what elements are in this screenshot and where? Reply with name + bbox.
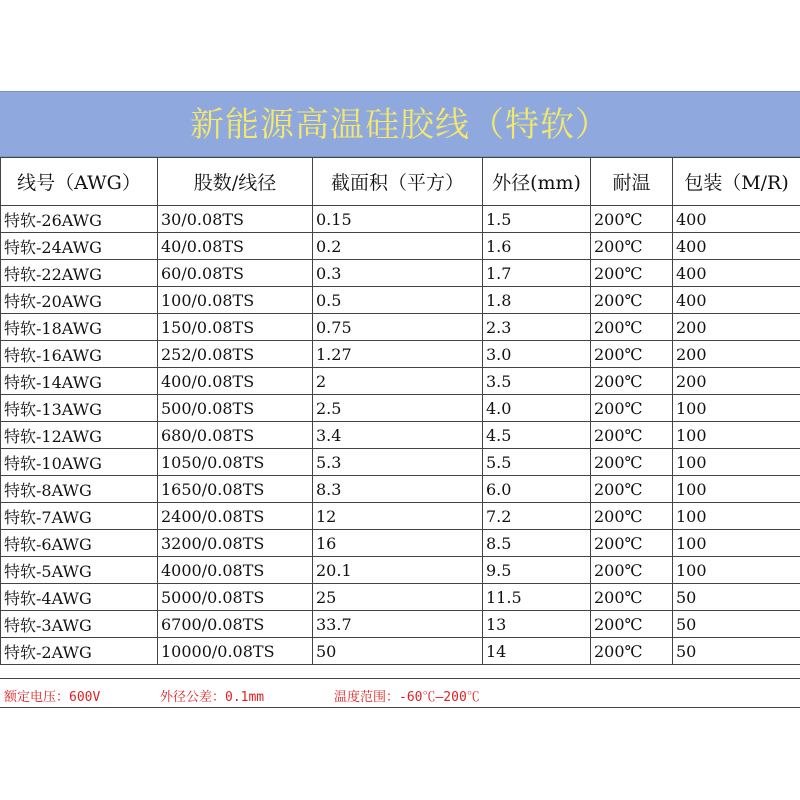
table-body <box>1 206 800 665</box>
cross-section-cell: 50 <box>313 638 483 665</box>
strand-cell: 1050/0.08TS <box>158 449 313 476</box>
package-cell: 100 <box>673 422 800 449</box>
table-row <box>1 287 800 314</box>
package-cell: 100 <box>673 449 800 476</box>
awg-cell: 特软-13AWG <box>1 395 158 422</box>
cross-section-cell: 25 <box>313 584 483 611</box>
rated-voltage-note: 额定电压：600V <box>4 690 101 705</box>
strand-cell: 2400/0.08TS <box>158 503 313 530</box>
cross-section-cell: 8.3 <box>313 476 483 503</box>
table-row <box>1 530 800 557</box>
cross-section-cell: 2.5 <box>313 395 483 422</box>
column-header: 截面积（平方） <box>313 158 483 206</box>
temperature-cell: 200℃ <box>591 503 673 530</box>
table-row <box>1 395 800 422</box>
cross-section-cell: 1.27 <box>313 341 483 368</box>
awg-cell: 特软-6AWG <box>1 530 158 557</box>
outer-diameter-cell: 13 <box>483 611 591 638</box>
package-cell: 200 <box>673 314 800 341</box>
strand-cell: 40/0.08TS <box>158 233 313 260</box>
temperature-cell: 200℃ <box>591 233 673 260</box>
cross-section-cell: 3.4 <box>313 422 483 449</box>
strand-cell: 100/0.08TS <box>158 287 313 314</box>
column-header: 包装（M/R) <box>673 158 800 206</box>
strand-cell: 60/0.08TS <box>158 260 313 287</box>
table-row <box>1 476 800 503</box>
package-cell: 50 <box>673 611 800 638</box>
package-cell: 400 <box>673 233 800 260</box>
outer-diameter-cell: 4.0 <box>483 395 591 422</box>
awg-cell: 特软-14AWG <box>1 368 158 395</box>
cross-section-cell: 2 <box>313 368 483 395</box>
cross-section-cell: 20.1 <box>313 557 483 584</box>
title-bar <box>0 91 800 157</box>
package-cell: 50 <box>673 584 800 611</box>
temperature-cell: 200℃ <box>591 611 673 638</box>
package-cell: 100 <box>673 530 800 557</box>
table-row <box>1 611 800 638</box>
awg-cell: 特软-22AWG <box>1 260 158 287</box>
outer-diameter-cell: 9.5 <box>483 557 591 584</box>
diameter-tolerance-note: 外径公差：0.1mm <box>160 690 265 705</box>
temperature-cell: 200℃ <box>591 260 673 287</box>
package-cell: 400 <box>673 260 800 287</box>
strand-cell: 10000/0.08TS <box>158 638 313 665</box>
strand-cell: 1650/0.08TS <box>158 476 313 503</box>
package-cell: 200 <box>673 341 800 368</box>
outer-diameter-cell: 4.5 <box>483 422 591 449</box>
awg-cell: 特软-20AWG <box>1 287 158 314</box>
temperature-cell: 200℃ <box>591 476 673 503</box>
table-row <box>1 368 800 395</box>
spec-table <box>0 157 800 665</box>
outer-diameter-cell: 6.0 <box>483 476 591 503</box>
package-cell: 400 <box>673 206 800 233</box>
temperature-cell: 200℃ <box>591 584 673 611</box>
outer-diameter-cell: 1.7 <box>483 260 591 287</box>
temperature-cell: 200℃ <box>591 341 673 368</box>
package-cell: 100 <box>673 476 800 503</box>
outer-diameter-cell: 5.5 <box>483 449 591 476</box>
awg-cell: 特软-7AWG <box>1 503 158 530</box>
awg-cell: 特软-2AWG <box>1 638 158 665</box>
awg-cell: 特软-26AWG <box>1 206 158 233</box>
header-row <box>1 158 800 206</box>
column-header: 耐温 <box>591 158 673 206</box>
temperature-cell: 200℃ <box>591 422 673 449</box>
awg-cell: 特软-12AWG <box>1 422 158 449</box>
outer-diameter-cell: 7.2 <box>483 503 591 530</box>
outer-diameter-cell: 8.5 <box>483 530 591 557</box>
temperature-cell: 200℃ <box>591 368 673 395</box>
package-cell: 100 <box>673 395 800 422</box>
table-row <box>1 503 800 530</box>
strand-cell: 4000/0.08TS <box>158 557 313 584</box>
table-row <box>1 449 800 476</box>
temperature-cell: 200℃ <box>591 449 673 476</box>
temperature-cell: 200℃ <box>591 314 673 341</box>
awg-cell: 特软-4AWG <box>1 584 158 611</box>
table-header <box>1 158 800 206</box>
page-title: 新能源高温硅胶线（特软） <box>190 105 610 145</box>
package-cell: 200 <box>673 368 800 395</box>
outer-diameter-cell: 11.5 <box>483 584 591 611</box>
awg-cell: 特软-24AWG <box>1 233 158 260</box>
table-row <box>1 341 800 368</box>
column-header: 外径(mm) <box>483 158 591 206</box>
awg-cell: 特软-18AWG <box>1 314 158 341</box>
awg-cell: 特软-8AWG <box>1 476 158 503</box>
outer-diameter-cell: 2.3 <box>483 314 591 341</box>
table-row <box>1 638 800 665</box>
package-cell: 100 <box>673 503 800 530</box>
cross-section-cell: 33.7 <box>313 611 483 638</box>
outer-diameter-cell: 3.5 <box>483 368 591 395</box>
table-row <box>1 557 800 584</box>
outer-diameter-cell: 14 <box>483 638 591 665</box>
table-row <box>1 422 800 449</box>
temperature-cell: 200℃ <box>591 206 673 233</box>
outer-diameter-cell: 1.6 <box>483 233 591 260</box>
spec-sheet <box>0 91 800 708</box>
package-cell: 50 <box>673 638 800 665</box>
awg-cell: 特软-16AWG <box>1 341 158 368</box>
column-header: 线号（AWG） <box>1 158 158 206</box>
strand-cell: 30/0.08TS <box>158 206 313 233</box>
column-header: 股数/线径 <box>158 158 313 206</box>
outer-diameter-cell: 3.0 <box>483 341 591 368</box>
temperature-cell: 200℃ <box>591 395 673 422</box>
table-row <box>1 260 800 287</box>
temperature-cell: 200℃ <box>591 530 673 557</box>
strand-cell: 400/0.08TS <box>158 368 313 395</box>
cross-section-cell: 0.2 <box>313 233 483 260</box>
cross-section-cell: 0.15 <box>313 206 483 233</box>
package-cell: 100 <box>673 557 800 584</box>
strand-cell: 6700/0.08TS <box>158 611 313 638</box>
strand-cell: 500/0.08TS <box>158 395 313 422</box>
strand-cell: 3200/0.08TS <box>158 530 313 557</box>
table-row <box>1 206 800 233</box>
outer-diameter-cell: 1.8 <box>483 287 591 314</box>
temperature-cell: 200℃ <box>591 638 673 665</box>
strand-cell: 680/0.08TS <box>158 422 313 449</box>
awg-cell: 特软-10AWG <box>1 449 158 476</box>
cross-section-cell: 5.3 <box>313 449 483 476</box>
outer-diameter-cell: 1.5 <box>483 206 591 233</box>
cross-section-cell: 16 <box>313 530 483 557</box>
strand-cell: 252/0.08TS <box>158 341 313 368</box>
temperature-cell: 200℃ <box>591 557 673 584</box>
footer-notes <box>0 678 800 708</box>
cross-section-cell: 0.3 <box>313 260 483 287</box>
table-row <box>1 584 800 611</box>
awg-cell: 特软-5AWG <box>1 557 158 584</box>
table-row <box>1 314 800 341</box>
package-cell: 400 <box>673 287 800 314</box>
temperature-cell: 200℃ <box>591 287 673 314</box>
temperature-range-note: 温度范围：-60℃—200℃ <box>334 690 480 705</box>
strand-cell: 150/0.08TS <box>158 314 313 341</box>
awg-cell: 特软-3AWG <box>1 611 158 638</box>
cross-section-cell: 12 <box>313 503 483 530</box>
table-row <box>1 233 800 260</box>
strand-cell: 5000/0.08TS <box>158 584 313 611</box>
cross-section-cell: 0.5 <box>313 287 483 314</box>
cross-section-cell: 0.75 <box>313 314 483 341</box>
